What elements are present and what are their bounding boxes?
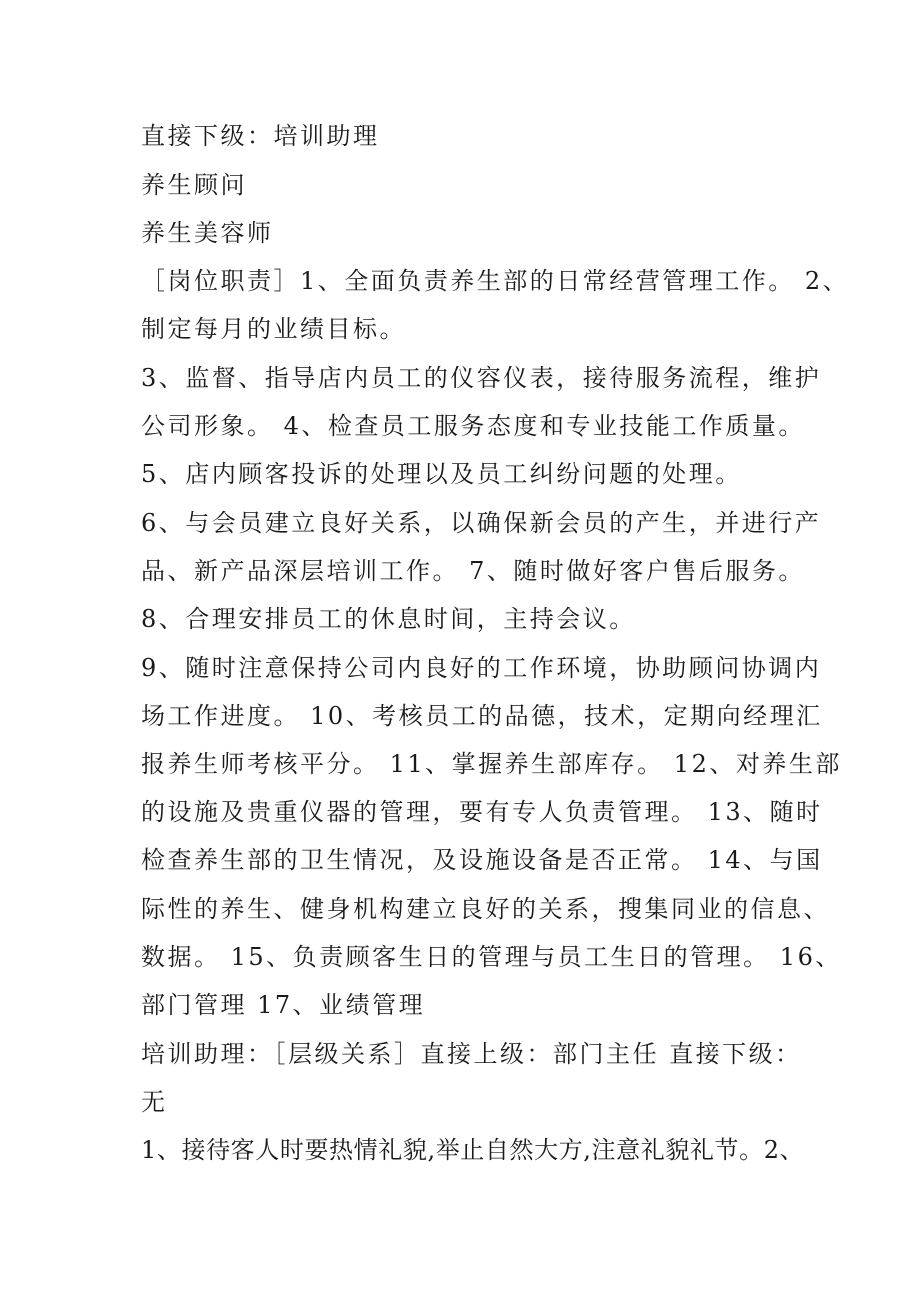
text-line-wellness-beautician: 养生美容师 [141,219,274,247]
text-line-direct-subordinate: 直接下级：培训助理 [141,122,380,150]
text-line-duties-10: 场工作进度。 10、考核员工的品德，技术，定期向经理汇 [141,702,823,730]
text-line-training-assistant: 培训助理：［层级关系］直接上级：部门主任 直接下级： [141,1040,802,1068]
text-line-duties-15: 数据。 15、负责顾客生日的管理与员工生日的管理。 16、 [141,943,842,971]
text-line-reception-rules: 1、接待客人时要热情礼貌,举止自然大方,注意礼貌礼节。2、 [141,1136,805,1164]
text-line-duties-14: 际性的养生、健身机构建立良好的关系，搜集同业的信息、 [141,895,830,923]
text-line-duties-9: 9、随时注意保持公司内良好的工作环境，协助顾问协调内 [141,654,822,682]
text-line-duties-13: 检查养生部的卫生情况，及设施设备是否正常。 14、与国 [141,846,823,874]
text-line-duties-1: ［岗位职责］1、全面负责养生部的日常经营管理工作。 2、 [141,267,850,295]
text-line-duties-7: 品、新产品深层培训工作。 7、随时做好客户售后服务。 [141,557,805,585]
text-line-duties-3: 3、监督、指导店内员工的仪容仪表，接待服务流程，维护 [141,364,822,392]
text-line-duties-4: 公司形象。 4、检查员工服务态度和专业技能工作质量。 [141,412,805,440]
text-line-duties-16: 部门管理 17、业绩管理 [141,991,426,1019]
text-line-duties-6: 6、与会员建立良好关系，以确保新会员的产生，并进行产 [141,509,822,537]
text-line-duties-5: 5、店内顾客投诉的处理以及员工纠纷问题的处理。 [141,460,742,488]
text-line-duties-11: 报养生师考核平分。 11、掌握养生部库存。 12、对养生部 [141,750,842,778]
text-line-none: 无 [141,1088,168,1116]
text-line-duties-2: 制定每月的业绩目标。 [141,315,406,343]
text-line-duties-12: 的设施及贵重仪器的管理，要有专人负责管理。 13、随时 [141,798,823,826]
text-line-wellness-consultant: 养生顾问 [141,171,247,199]
text-line-duties-8: 8、合理安排员工的休息时间，主持会议。 [141,605,636,633]
